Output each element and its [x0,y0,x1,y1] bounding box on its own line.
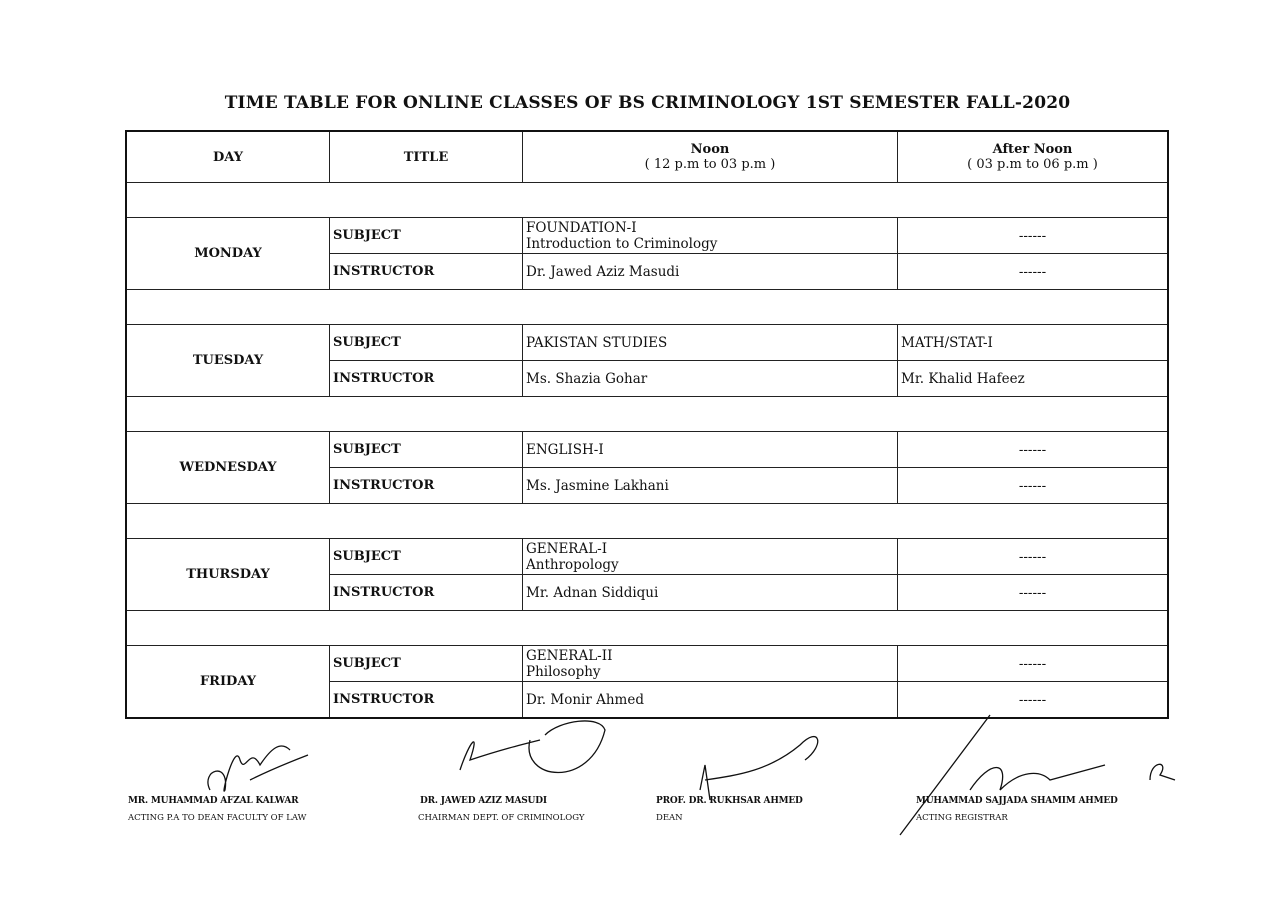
signatory-1-name: MR. MUHAMMAD AFZAL KALWAR [128,796,299,806]
afternoon-subject: ------ [898,539,1169,575]
day-cell: TUESDAY [126,325,330,397]
subject-label: SUBJECT [330,539,523,575]
signatory-1-role: ACTING P.A TO DEAN FACULTY OF LAW [128,813,307,823]
signature-kalwar [208,746,308,791]
afternoon-instructor: Mr. Khalid Hafeez [898,361,1169,397]
instructor-label: INSTRUCTOR [330,682,523,719]
noon-subject-title: PAKISTAN STUDIES [526,334,668,351]
noon-subject-subtitle: Anthropology [526,556,619,573]
instructor-label: INSTRUCTOR [330,575,523,611]
afternoon-subject: MATH/STAT-I [898,325,1169,361]
afternoon-instructor: ------ [898,254,1169,290]
day-cell: FRIDAY [126,646,330,719]
noon-time: ( 12 p.m to 03 p.m ) [644,157,776,172]
day-cell: WEDNESDAY [126,432,330,504]
afternoon-subject: ------ [898,646,1169,682]
noon-subject-subtitle: Philosophy [526,663,601,680]
noon-instructor: Ms. Jasmine Lakhani [523,468,898,504]
instructor-label: INSTRUCTOR [330,361,523,397]
noon-subject-subtitle: Introduction to Criminology [526,235,718,252]
noon-subject-title: ENGLISH-I [526,441,604,458]
afternoon-instructor: ------ [898,575,1169,611]
afternoon-instructor: ------ [898,468,1169,504]
subject-label: SUBJECT [330,218,523,254]
signatory-4-name: MUHAMMAD SAJJADA SHAMIM AHMED [916,796,1118,806]
noon-subject-title: GENERAL-I [526,540,608,557]
signatory-3-role: DEAN [656,813,683,823]
afternoon-time: ( 03 p.m to 06 p.m ) [967,157,1098,172]
day-cell: THURSDAY [126,539,330,611]
noon-instructor: Ms. Shazia Gohar [523,361,898,397]
subject-label: SUBJECT [330,325,523,361]
noon-instructor: Dr. Monir Ahmed [523,682,898,719]
day-cell: MONDAY [126,218,330,290]
noon-label: Noon [690,142,730,157]
header-day: DAY [126,131,330,183]
noon-instructor: Mr. Adnan Siddiqui [523,575,898,611]
noon-instructor: Dr. Jawed Aziz Masudi [523,254,898,290]
header-title: TITLE [330,131,523,183]
subject-label: SUBJECT [330,432,523,468]
signatory-2-role: CHAIRMAN DEPT. OF CRIMINOLOGY [418,813,585,823]
afternoon-label: After Noon [992,142,1073,157]
noon-subject-title: FOUNDATION-I [526,219,637,236]
afternoon-subject: ------ [898,432,1169,468]
afternoon-subject: ------ [898,218,1169,254]
instructor-label: INSTRUCTOR [330,468,523,504]
noon-subject-title: GENERAL-II [526,647,613,664]
subject-label: SUBJECT [330,646,523,682]
signatory-3-name: PROF. DR. RUKHSAR AHMED [656,796,803,806]
signature-rukhsar [700,737,818,800]
instructor-label: INSTRUCTOR [330,254,523,290]
signatory-4-role: ACTING REGISTRAR [916,813,1008,823]
signatory-2-name: DR. JAWED AZIZ MASUDI [420,796,547,806]
document-title: TIME TABLE FOR ONLINE CLASSES OF BS CRIMINOLOGY 1ST SEMESTER FALL-2020 [224,93,1071,113]
signature-masudi [460,721,605,773]
afternoon-instructor: ------ [898,682,1169,719]
